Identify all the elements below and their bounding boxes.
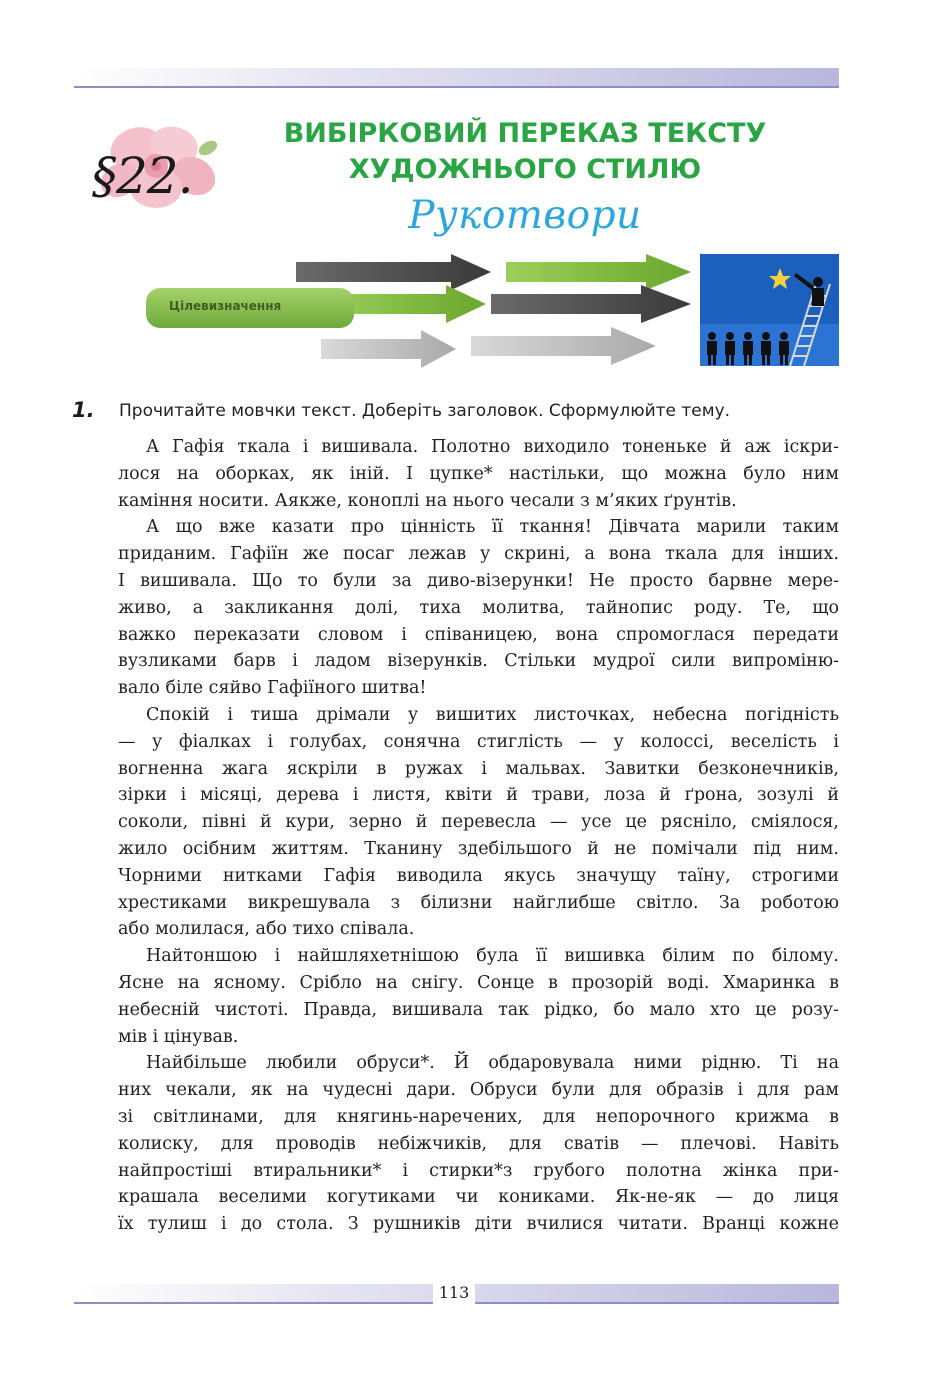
text-line: приданим. Гафіїн же посаг лежав у скрині, а вона ткала для інших. [118,544,839,565]
text-line: лося на оборках, як іній. І цупке* настільки, що можна було ним [118,463,839,484]
text-line: Ясне на ясному. Срібло на снігу. Сонце в прозорій воді. Хмаринка в [118,972,839,993]
text-line: вузликами барв і ладом візерунків. Стільки мудрої сили випроміню- [118,651,839,672]
reading-text [118,434,839,1238]
title-line-1: ВИБІРКОВИЙ ПЕРЕКАЗ ТЕКСТУ [283,118,767,149]
text-line: А Гафія ткала і вишивала. Полотно виходило тоненьке й аж іскри- [146,437,839,457]
text-line: І вишивала. Що то були за диво-візерунки! Не просто барвне мере- [118,570,839,591]
banner-label: Цілевизначення [169,299,282,313]
banner-arrow-grey-2 [471,327,656,365]
text-line: важко переказати словом і співаницею, вона спромоглася передати [118,624,839,645]
text-line: них чекали, як на чудесні дари. Обруси були для образів і для рам [118,1080,839,1101]
task-instruction: Прочитайте мовчки текст. Доберіть заголовок. Сформулюйте тему. [119,401,731,421]
text-line: Спокій і тиша дрімали у вишитих листочках, небесна погідність [146,704,839,725]
text-line: зірки і місяці, дерева і листя, квіти й трави, лоза й ґрона, зозулі й [118,785,839,806]
text-line: — у фіалках і голубах, сонячна стиглість — у колоссі, веселість і [118,731,839,752]
text-line: колиску, для проводів небіжчиків, для сватів — плечові. Навіть [118,1133,839,1154]
banner-arrow-dark-2 [491,285,691,323]
page-number: 113 [433,1280,475,1306]
text-line: жило осібним життям. Тканину здебільшого й не помічали під ним. [118,838,839,859]
banner-arrow-green-1 [506,254,691,290]
text-line: вало біле сяйво Гафіїного шитва! [118,678,427,699]
text-line: Найтоншою і найшляхетнішою була її вишивка білим по білому. [146,946,839,967]
text-line: мів і цінував. [118,1026,239,1047]
text-line: Чорними нитками Гафія виводила якусь значущу таїну, строгими [118,865,839,886]
title-line-2: ХУДОЖНЬОГО СТИЛЮ [348,154,702,185]
text-line: вогненна жага яскріли в ружах і мальвах. Завитки безконечників, [118,758,839,779]
text-line: або молилася, або тихо співала. [118,919,415,940]
text-line: їх тулиш і до стола. З рушників діти вчилися читати. Вранці кожне [118,1214,839,1235]
text-line: каміння носити. Аякже, коноплі на нього чесали з м’яких ґрунтів. [118,490,737,511]
text-line: крашала веселими когутиками чи кониками. Як-не-як — до лиця [118,1187,839,1208]
text-line: живо, а закликання долі, тиха молитва, тайнопис роду. Те, що [118,597,839,618]
text-line: соколи, півні й кури, зерно й перевесла — усе це рясніло, сміялося, [118,812,839,833]
text-line: А що вже казати про цінність її ткання! Дівчата марили таким [146,517,839,538]
top-decorative-bar [74,68,839,88]
text-line: небесній чистоті. Правда, вишивала так рідко, бо мало хто це розу- [118,999,839,1020]
text-line: Найбільше любили обруси*. Й обдаровувала ними рідню. Ті на [146,1053,839,1074]
task-number: 1. [72,398,95,422]
banner-arrow-grey-1 [321,330,456,368]
page-title [250,116,800,188]
section-number: §22. [92,147,193,205]
page-subtitle: Рукотвори [408,193,642,238]
banner-arrow-dark-1 [296,254,491,290]
text-line: найпростіші втиральники* і стирки*з грубого полотна жінка при- [118,1160,839,1181]
text-line: хрестиками викрешувала з білизни найглибше світло. За роботою [118,892,839,913]
text-line: зі світлинами, для княгинь-наречених, для непорочного крижма в [118,1106,839,1127]
goal-ladder-icon [700,254,839,366]
